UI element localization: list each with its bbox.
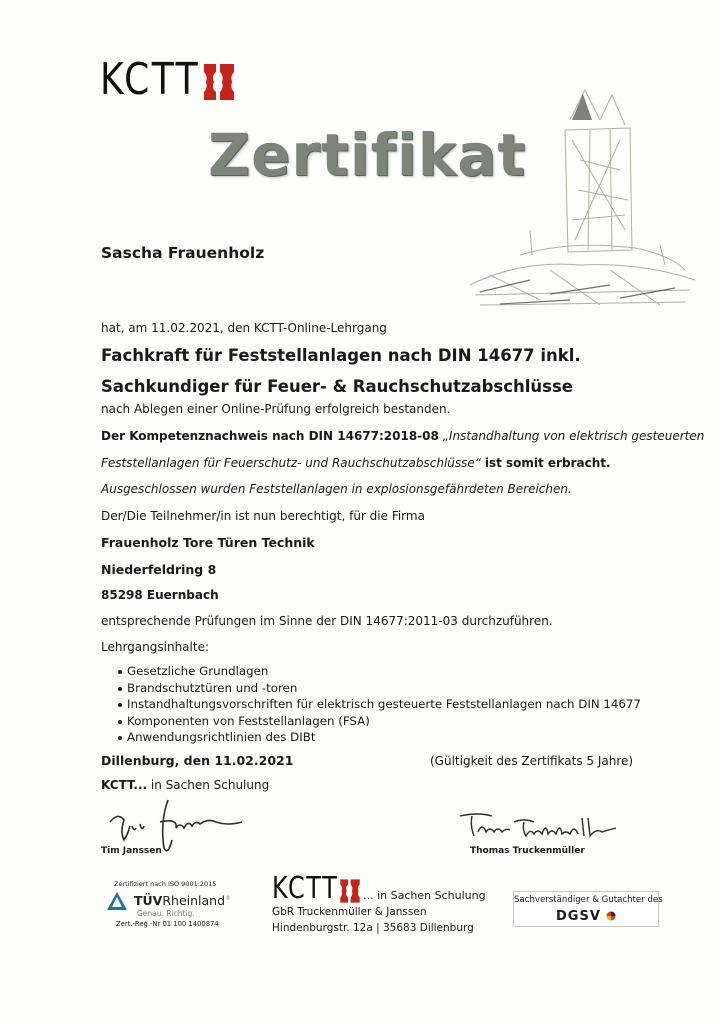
intro-text: hat, am 11.02.2021, den KCTT-Online-Lehrgang — [101, 321, 387, 335]
list-item: Brandschutztüren und -toren — [104, 680, 641, 697]
dgsv-badge — [513, 891, 663, 927]
contents-list — [104, 663, 641, 746]
competence-line2 — [101, 456, 611, 470]
tuv-brand-rest: Rheinland — [162, 893, 226, 908]
signer2-name: Thomas Truckenmüller — [470, 846, 585, 856]
company-name: Frauenholz Tore Türen Technik — [101, 535, 315, 550]
tuv-brand — [134, 893, 231, 908]
org-line — [101, 778, 269, 792]
signature-tim-janssen — [108, 792, 248, 852]
place-date: Dillenburg, den 11.02.2021 — [101, 753, 294, 768]
competence-bold: Der Kompetenznachweis nach DIN 14677:2018-08 — [101, 429, 439, 443]
company-street: Niederfeldring 8 — [101, 562, 217, 577]
signature-thomas-truckenmueller — [458, 808, 618, 842]
footer-kctt-address: Hindenburgstr. 12a | 35683 Dillenburg — [272, 922, 474, 934]
tuv-cert-text: Zertifiziert nach ISO 9001:2015 — [114, 880, 217, 888]
list-item: Instandhaltungsvorschriften für elektrisch gesteuerte Feststellanlagen nach DIN 14677 — [104, 696, 641, 713]
org-rest: in Sachen Schulung — [147, 778, 270, 792]
contents-label: Lehrgangsinhalte: — [101, 640, 209, 654]
footer-kctt-slogan: ... in Sachen Schulung — [363, 889, 486, 902]
tuv-brand-bold: TÜV — [134, 893, 163, 908]
list-item: Komponenten von Feststellanlagen (FSA) — [104, 713, 641, 730]
kctt-logo-mark-icon — [202, 62, 236, 102]
footer-kctt-logo-text: KCTT — [272, 871, 339, 906]
dgsv-label: Sachverständiger & Gutachter des — [514, 895, 663, 905]
tests-text: entsprechende Prüfungen im Sinne der DIN 14677:2011-03 durchzuführen. — [101, 614, 553, 628]
list-item: Anwendungsrichtlinien des DIBt — [104, 729, 641, 746]
course-title-line1: Fachkraft für Feststellanlagen nach DIN 14677 inkl. — [101, 346, 581, 365]
tuv-slogan: Genau. Richtig. — [137, 909, 195, 918]
dgsv-logo: DGSV — [556, 909, 601, 924]
kctt-logo-text: KCTT — [100, 54, 201, 105]
org-bold: KCTT... — [101, 778, 148, 792]
tuv-registered: ® — [225, 894, 232, 902]
footer-kctt-company: GbR Truckenmüller & Janssen — [272, 906, 427, 918]
excluded-text: Ausgeschlossen wurden Feststellanlagen in explosionsgefährdeten Bereichen. — [101, 482, 572, 496]
competence-italic2: Feststellanlagen für Feuerschutz- und Rauchschutzabschlüsse“ — [101, 456, 481, 470]
footer-kctt-mark-icon — [339, 878, 361, 904]
entitled-text: Der/Die Teilnehmer/in ist nun berechtigt, für die Firma — [101, 509, 425, 523]
competence-line1 — [101, 429, 704, 443]
kctt-logo — [100, 54, 236, 105]
validity-text: (Gültigkeit des Zertifikats 5 Jahre) — [430, 754, 634, 768]
competence-italic1: „Instandhaltung von elektrisch gesteuerten — [442, 429, 705, 443]
recipient-name: Sascha Frauenholz — [101, 244, 265, 262]
tuv-number: Zert.-Reg.-Nr 01 100 1400874 — [116, 920, 219, 928]
competence-end: ist somit erbracht. — [484, 456, 611, 470]
course-title-line2: Sachkundiger für Feuer- & Rauchschutzabschlüsse — [101, 377, 573, 396]
tower-sketch-image — [460, 80, 700, 310]
dgsv-emblem-icon — [606, 911, 616, 921]
footer-kctt-logo — [272, 871, 486, 906]
company-city: 85298 Euernbach — [101, 588, 219, 602]
passed-text: nach Ablegen einer Online-Prüfung erfolgreich bestanden. — [101, 402, 451, 416]
signer1-name: Tim Janssen — [101, 846, 162, 856]
certificate-title: Zertifikat — [208, 121, 527, 189]
tuv-triangle-icon — [106, 891, 128, 911]
list-item: Gesetzliche Grundlagen — [104, 663, 641, 680]
